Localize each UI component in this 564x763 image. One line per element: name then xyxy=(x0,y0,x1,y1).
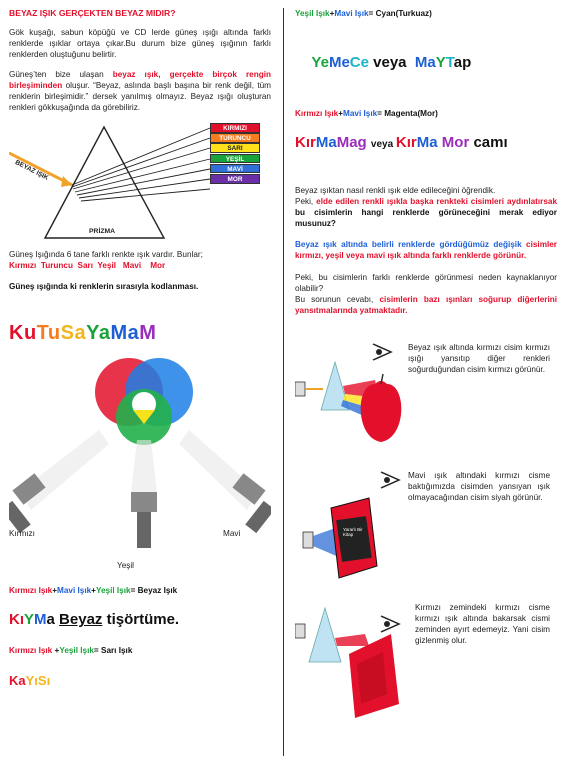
section-title: BEYAZ IŞIK GERÇEKTEN BEYAZ MIDIR? xyxy=(9,8,176,18)
example-red-under-white xyxy=(295,338,557,458)
mnemonic-yemece: YeMeCe veya MaYTap xyxy=(311,54,472,72)
lamps-svg xyxy=(9,352,271,552)
spectrum-band: MAVİ xyxy=(210,164,260,174)
column-divider xyxy=(283,8,284,756)
example-text-2: Mavi ışık altındaki kırmızı cisme baktığımızda cisimden yansıyan ışık olmayacağından cisim siyah görünür. xyxy=(408,470,550,502)
example-text-3: Kırmızı zemindeki kırmızı cisme kırmızı ışık altında bakarsak cismi zeminden ayırt edemeyiz. Yani cisim gizlenmiş olur. xyxy=(415,602,550,645)
paragraph-white-light: Güneş’ten bize ulaşan beyaz ışık, gerçekte birçok rengin birleşiminden oluşur. “Beyaz, aslında başlı başına bir renk değil, tüm renklerin birleşimidir.” dersek yanılmış olmayız. Beyaz ışığı oluşturan renkleri gökkuşağında da görebiliriz. xyxy=(9,69,271,112)
paragraph-six-colors: Güneş Işığında 6 tane farklı renkte ışık vardır. Bunlar; xyxy=(9,250,203,260)
spectrum-bands xyxy=(210,123,260,187)
equation-magenta: Kırmızı Işık+Mavi Işık= Magenta(Mor) xyxy=(295,108,438,118)
paragraph-intro: Gök kuşağı, sabun köpüğü ve CD lerde güneş ışığı altında farklı renklerde ışıklar ortaya çıkar.Bu durum bize güneş ışığının farklı renklerden oluştuğunu belirtir. xyxy=(9,27,271,59)
lamp-label-red: Kırmızı xyxy=(9,529,35,539)
refracted-lines xyxy=(72,128,210,201)
spectrum-band: TURUNCU xyxy=(210,133,260,143)
spectrum-band: YEŞİL xyxy=(210,154,260,164)
right-column xyxy=(295,8,557,724)
equation-white-light: Kırmızı Işık+Mavi Işık+Yeşil Işık= Beyaz Işık xyxy=(9,586,178,596)
beam-label: BEYAZ IŞIK xyxy=(13,159,50,182)
right-lamp xyxy=(232,474,271,534)
paragraph-why: Peki, bu cisimlerin farklı renklerde görünmesi neden kaynaklanıyor olabilir? xyxy=(295,272,557,293)
equation-cyan: Yeşil Işık+Mavi Işık= Cyan(Turkuaz) xyxy=(295,9,432,18)
paragraph-coding: Güneş ışığında ki renklerin sırasıyla kodlanması. xyxy=(9,282,199,292)
bottom-lamp xyxy=(131,492,157,548)
mnemonic-kiyma: KıYMa Beyaz tişörtüme. xyxy=(9,611,180,629)
eye-icon-3 xyxy=(381,616,399,632)
apple-prism-svg xyxy=(295,338,405,458)
paragraph-answer: Bu sorunun cevabı, cisimlerin bazı ışınları soğurup diğerlerini yansıtmalarında yatmaktadır. xyxy=(295,294,557,315)
spectrum-band: SARI xyxy=(210,143,260,153)
apple-icon xyxy=(361,381,402,442)
spectrum-band: KIRMIZI xyxy=(210,123,260,133)
paragraph-learned: Beyaz ışıktan nasıl renkli ışık elde edileceğini öğrendik. xyxy=(295,186,496,196)
book-label: Yararlı Bir Kitap xyxy=(343,526,363,537)
eye-icon xyxy=(373,344,391,360)
eye-icon-2 xyxy=(381,472,399,488)
paragraph-different-colors: Beyaz ışık altında belirli renklerde gördüğümüz değişik cisimler kırmızı, yeşil veya mavi ışık altında farklı renklerde görünür. xyxy=(295,240,557,261)
left-column xyxy=(9,8,271,689)
prism-diagram xyxy=(9,123,271,243)
spectrum-band: MOR xyxy=(210,174,260,184)
example-red-under-blue xyxy=(295,466,557,590)
mnemonic-kirmamag: KırMaMag veya KırMa Mor camı xyxy=(295,133,508,151)
hidden-object-svg xyxy=(295,594,405,724)
color-lamps-illustration xyxy=(9,352,271,552)
colors-list: Kırmızı Turuncu Sarı Yeşil Mavi Mor xyxy=(9,261,166,271)
mnemonic-kutusayamam: KuTuSaYaMaM xyxy=(9,322,157,345)
mnemonic-kayisi: KaYıSı xyxy=(9,672,51,688)
prism-label: PRİZMA xyxy=(89,228,116,236)
lamp-label-green: Yeşil xyxy=(117,561,134,571)
lamp-label-blue: Mavi xyxy=(223,529,241,539)
paragraph-question: Peki, elde edilen renkli ışıkla başka renkteki cisimleri aydınlatırsak bu cisimlerin hangi renklerde görüneceğini merak ediyor musunuz? xyxy=(295,197,558,229)
example-red-on-red xyxy=(295,594,557,724)
example-text-1: Beyaz ışık altında kırmızı cisim kırmızı ışığı yansıtıp diğer renkleri soğurduğundan cisim kırmızı görünür. xyxy=(408,342,550,374)
equation-yellow-light: Kırmızı Işık +Yeşil Işık= Sarı Işık xyxy=(9,645,133,655)
